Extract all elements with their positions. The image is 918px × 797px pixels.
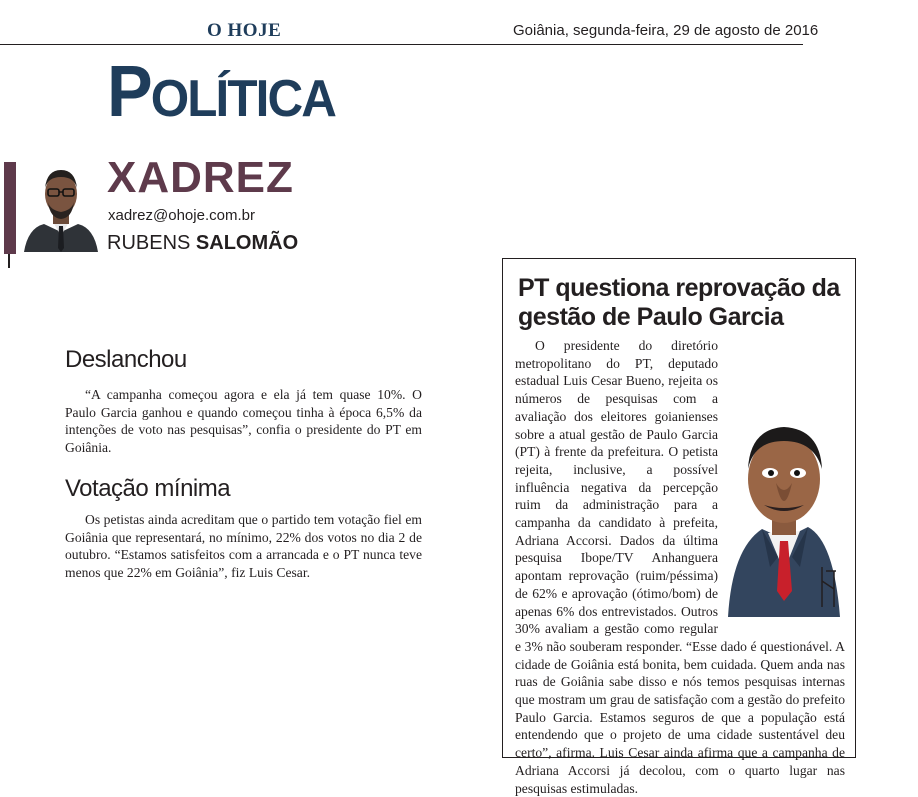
issue-date: Goiânia, segunda-feira, 29 de agosto de 2016 (513, 22, 819, 39)
section-title (107, 52, 335, 139)
feature-title: PT questiona reprovação da gestão de Paulo Garcia (518, 274, 840, 331)
feature-body (515, 337, 845, 797)
caricature-drawing (722, 421, 845, 623)
author-first-name: RUBENS (107, 232, 191, 254)
author-name (107, 232, 298, 255)
columnist-photo (22, 162, 100, 252)
column-accent-bar (4, 162, 16, 254)
article-body: “A campanha começou agora e ela já tem quase 10%. O Paulo Garcia ganhou e quando começou tinha à época 6,5% da intenções de voto nas pesquisas”, confia o presidente do PT em Goiânia. (65, 387, 422, 455)
feature-body-text: O presidente do diretório metropolitano do PT, deputado estadual Luis Cesar Bueno, rejeita os números de pesquisas com a avaliação dos eleitores goianienses sobre a atual gestão de Paulo Garcia (PT) à frente da prefeitura. O petista rejeita, inclusive, a possível influência negativa da percepção ruim da administração para a campanha da candidato à prefeita, Adriana Accorsi. Dados da última pesquisa Ibope/TV Anhanguera apontam reprovação (ruim/péssima) de 62% e aprovação (ótimo/bom) de apenas 6% dos entrevistados. Outros 30% avaliam a gestão como regular e 3% não souberam responder. “Esse dado é questionável. A cidade de Goiânia está bonita, bem cuidada. Quem anda nas ruas de Goiânia sabe disso e nós temos pesquisas internas que mostram um grau de satisfação com a gestão do prefeito Paulo Garcia. Estamos seguros de que a população está entendendo que o projeto de uma cidade sustentável deu certo”, afirma. Luis Cesar ainda afirma que a campanha de Adriana Accorsi já decolou, com o quarto lugar nas pesquisas estimuladas. (515, 338, 845, 796)
article-heading: Deslanchou (65, 346, 187, 373)
article-body: Os petistas ainda acreditam que o partido tem votação fiel em Goiânia que representará, no mínimo, 22% dos votos no dia 2 de outubro. “Estamos satisfeitos com a arrancada e o PT nunca teve menos que 22% em Goiânia”, fiz Luis Cesar. (65, 512, 422, 580)
column-accent-line (8, 254, 10, 268)
masthead-divider (0, 44, 803, 45)
section-title-rest: OLÍTICA (150, 70, 336, 128)
column-email: xadrez@ohoje.com.br (108, 207, 255, 224)
columnist-photo-image (22, 162, 100, 252)
column-name: XADREZ (107, 153, 294, 202)
section-title-initial: P (107, 52, 151, 132)
author-last-name: SALOMÃO (195, 232, 299, 254)
caricature (722, 421, 845, 623)
article-heading: Votação mínima (65, 475, 231, 502)
newspaper-brand: O HOJE (207, 20, 282, 41)
